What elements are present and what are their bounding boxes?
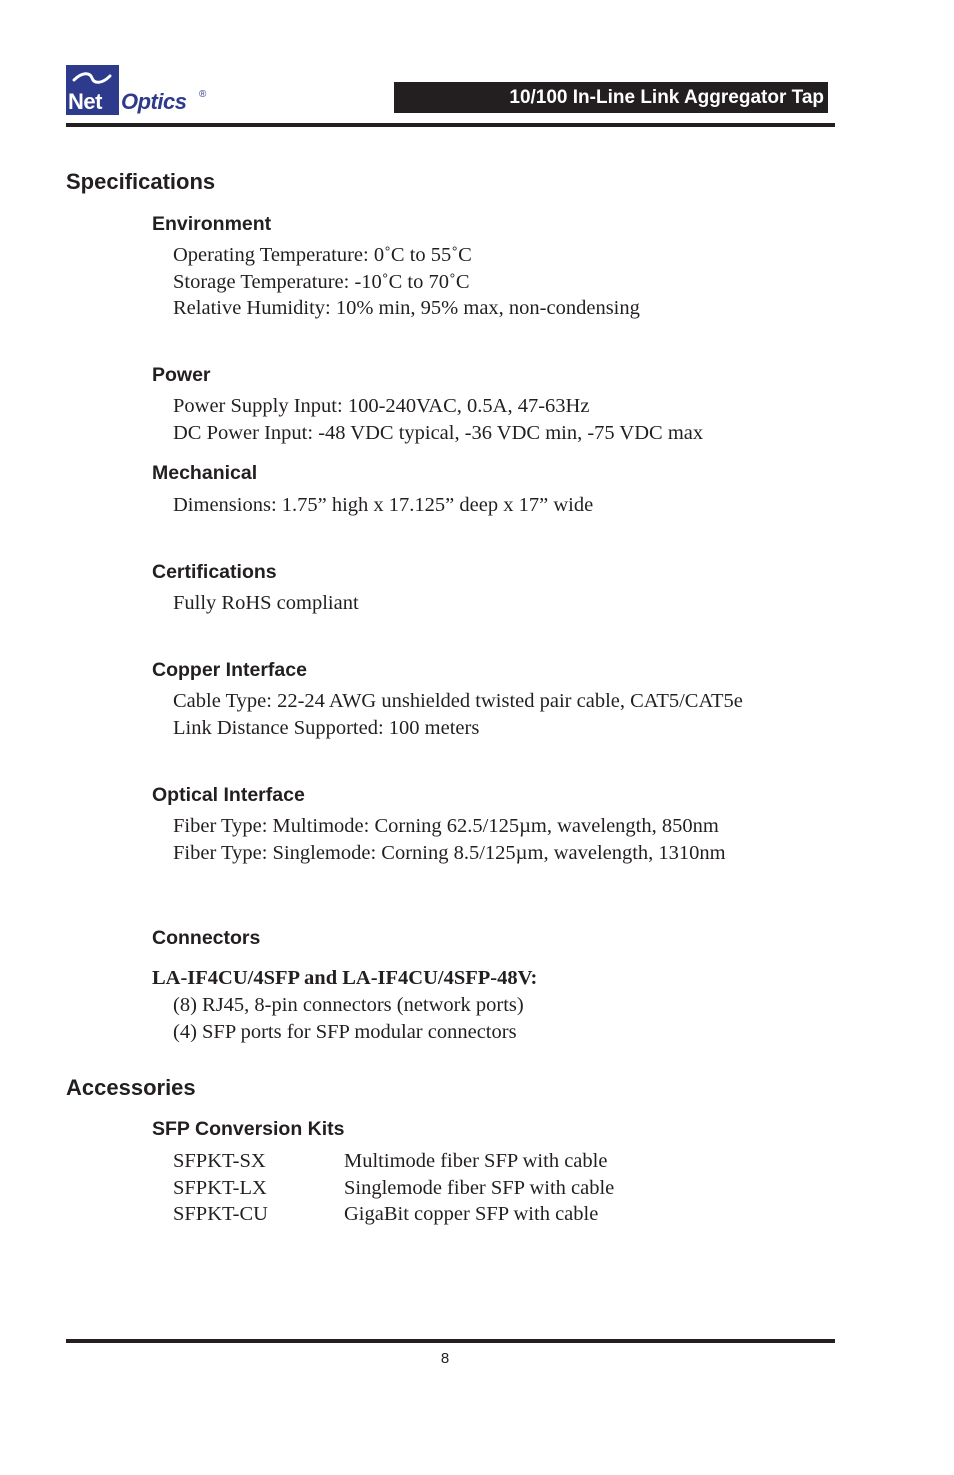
power-heading: Power [152,364,211,386]
kit-description: GigaBit copper SFP with cable [344,1203,599,1225]
spec-line: Fiber Type: Multimode: Corning 62.5/125µm, wavelength, 850nm [173,815,719,837]
spec-line: Dimensions: 1.75” high x 17.125” deep x 17” wide [173,494,594,516]
optical-interface-heading: Optical Interface [152,784,305,806]
spec-line: Cable Type: 22-24 AWG unshielded twisted pair cable, CAT5/CAT5e [173,690,743,712]
logo-net-text: Net [68,89,102,114]
specifications-heading: Specifications [66,169,216,194]
power-specs [173,393,703,446]
footer-divider [66,1339,835,1343]
mechanical-heading: Mechanical [152,462,258,484]
environment-specs [173,242,640,322]
spec-line: Storage Temperature: -10˚C to 70˚C [173,270,470,293]
kit-code: SFPKT-LX [173,1176,267,1199]
copper-interface-specs [173,688,743,741]
table-row [173,1175,614,1202]
certifications-specs [173,590,359,617]
kit-description: Singlemode fiber SFP with cable [344,1176,615,1199]
spec-line: Operating Temperature: 0˚C to 55˚C [173,244,472,266]
logo-registered-mark: ® [199,89,207,100]
spec-line: DC Power Input: -48 VDC typical, -36 VDC min, -75 VDC max [173,421,704,444]
kit-code: SFPKT-CU [173,1203,268,1225]
spec-line: Link Distance Supported: 100 meters [173,716,480,739]
kit-code: SFPKT-SX [173,1150,266,1172]
optical-interface-specs [173,813,726,866]
connectors-heading: Connectors [152,927,261,949]
kit-description: Multimode fiber SFP with cable [344,1150,608,1172]
sfp-kits-heading: SFP Conversion Kits [152,1118,345,1140]
connectors-model-label: LA-IF4CU/4SFP and LA-IF4CU/4SFP-48V: [152,967,538,989]
table-row [173,1148,614,1175]
certifications-heading: Certifications [152,561,277,583]
table-row [173,1201,614,1228]
logo-box [66,65,119,115]
environment-heading: Environment [152,213,272,235]
spec-line: (4) SFP ports for SFP modular connectors [173,1020,517,1043]
header-divider [66,123,835,127]
spec-line: Relative Humidity: 10% min, 95% max, non-condensing [173,297,640,319]
net-optics-logo [66,65,226,115]
connectors-specs [173,992,524,1045]
logo-optics-text: Optics [121,89,187,114]
spec-line: Fiber Type: Singlemode: Corning 8.5/125µm, wavelength, 1310nm [173,841,726,864]
spec-line: (8) RJ45, 8-pin connectors (network ports) [173,994,524,1016]
accessories-heading: Accessories [66,1075,196,1100]
spec-line: Fully RoHS compliant [173,592,359,614]
document-title-bar: 10/100 In-Line Link Aggregator Tap [394,82,828,113]
mechanical-specs [173,492,593,519]
spec-line: Power Supply Input: 100-240VAC, 0.5A, 47-63Hz [173,395,590,417]
page-number: 8 [440,1350,450,1367]
copper-interface-heading: Copper Interface [152,659,307,681]
sfp-kits-table [173,1148,614,1228]
wave-icon [72,71,112,85]
